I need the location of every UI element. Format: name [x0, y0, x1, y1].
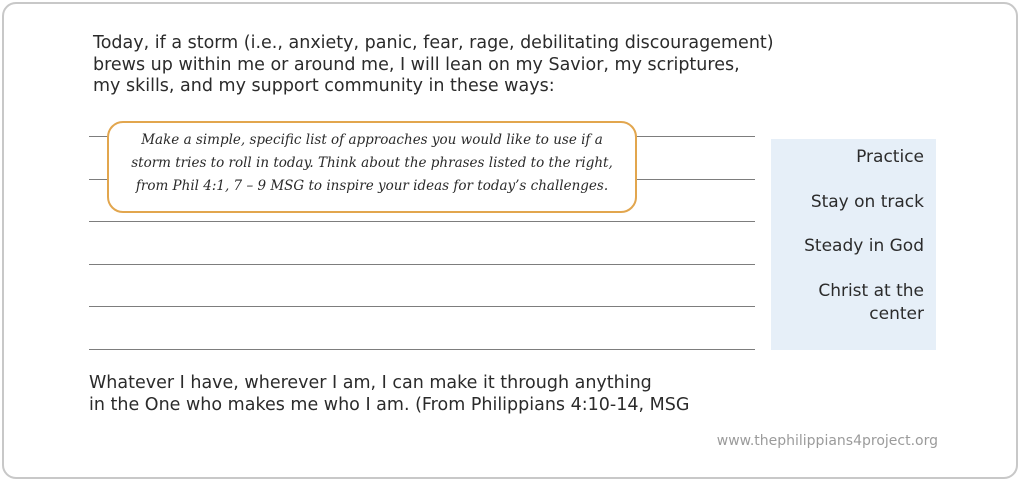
intro-line: my skills, and my support community in these ways: — [93, 76, 555, 96]
writing-line[interactable] — [89, 349, 755, 350]
intro-line: Today, if a storm (i.e., anxiety, panic, fear, rage, debilitating discouragement) — [93, 33, 774, 53]
closing-line: Whatever I have, wherever I am, I can make it through anything — [89, 373, 652, 393]
closing-text — [89, 372, 789, 416]
sidebar-item-christ-at-the: Christ at the — [818, 281, 924, 301]
footer-url: www.thephilippians4project.org — [716, 433, 938, 449]
sidebar-item-practice: Practice — [856, 147, 924, 167]
callout-line: from Phil 4:1, 7 – 9 MSG to inspire your ideas for today’s challenges. — [135, 178, 609, 194]
closing-line: in the One who makes me who I am. (From Philippians 4:10-14, MSG — [89, 395, 690, 415]
writing-line[interactable] — [89, 306, 755, 307]
phrases-sidebar — [771, 139, 936, 350]
sidebar-item-steady-in-god: Steady in God — [804, 236, 924, 256]
sidebar-item-center: center — [869, 304, 924, 324]
sidebar-item-stay-on-track: Stay on track — [810, 192, 924, 212]
instruction-callout — [107, 121, 637, 213]
callout-line: Make a simple, specific list of approaches you would like to use if a — [141, 132, 603, 148]
intro-line: brews up within me or around me, I will lean on my Savior, my scriptures, — [93, 54, 740, 75]
writing-line[interactable] — [89, 264, 755, 265]
intro-text — [93, 33, 773, 98]
callout-line: storm tries to roll in today. Think about the phrases listed to the right, — [131, 155, 613, 171]
writing-line[interactable] — [89, 221, 755, 222]
